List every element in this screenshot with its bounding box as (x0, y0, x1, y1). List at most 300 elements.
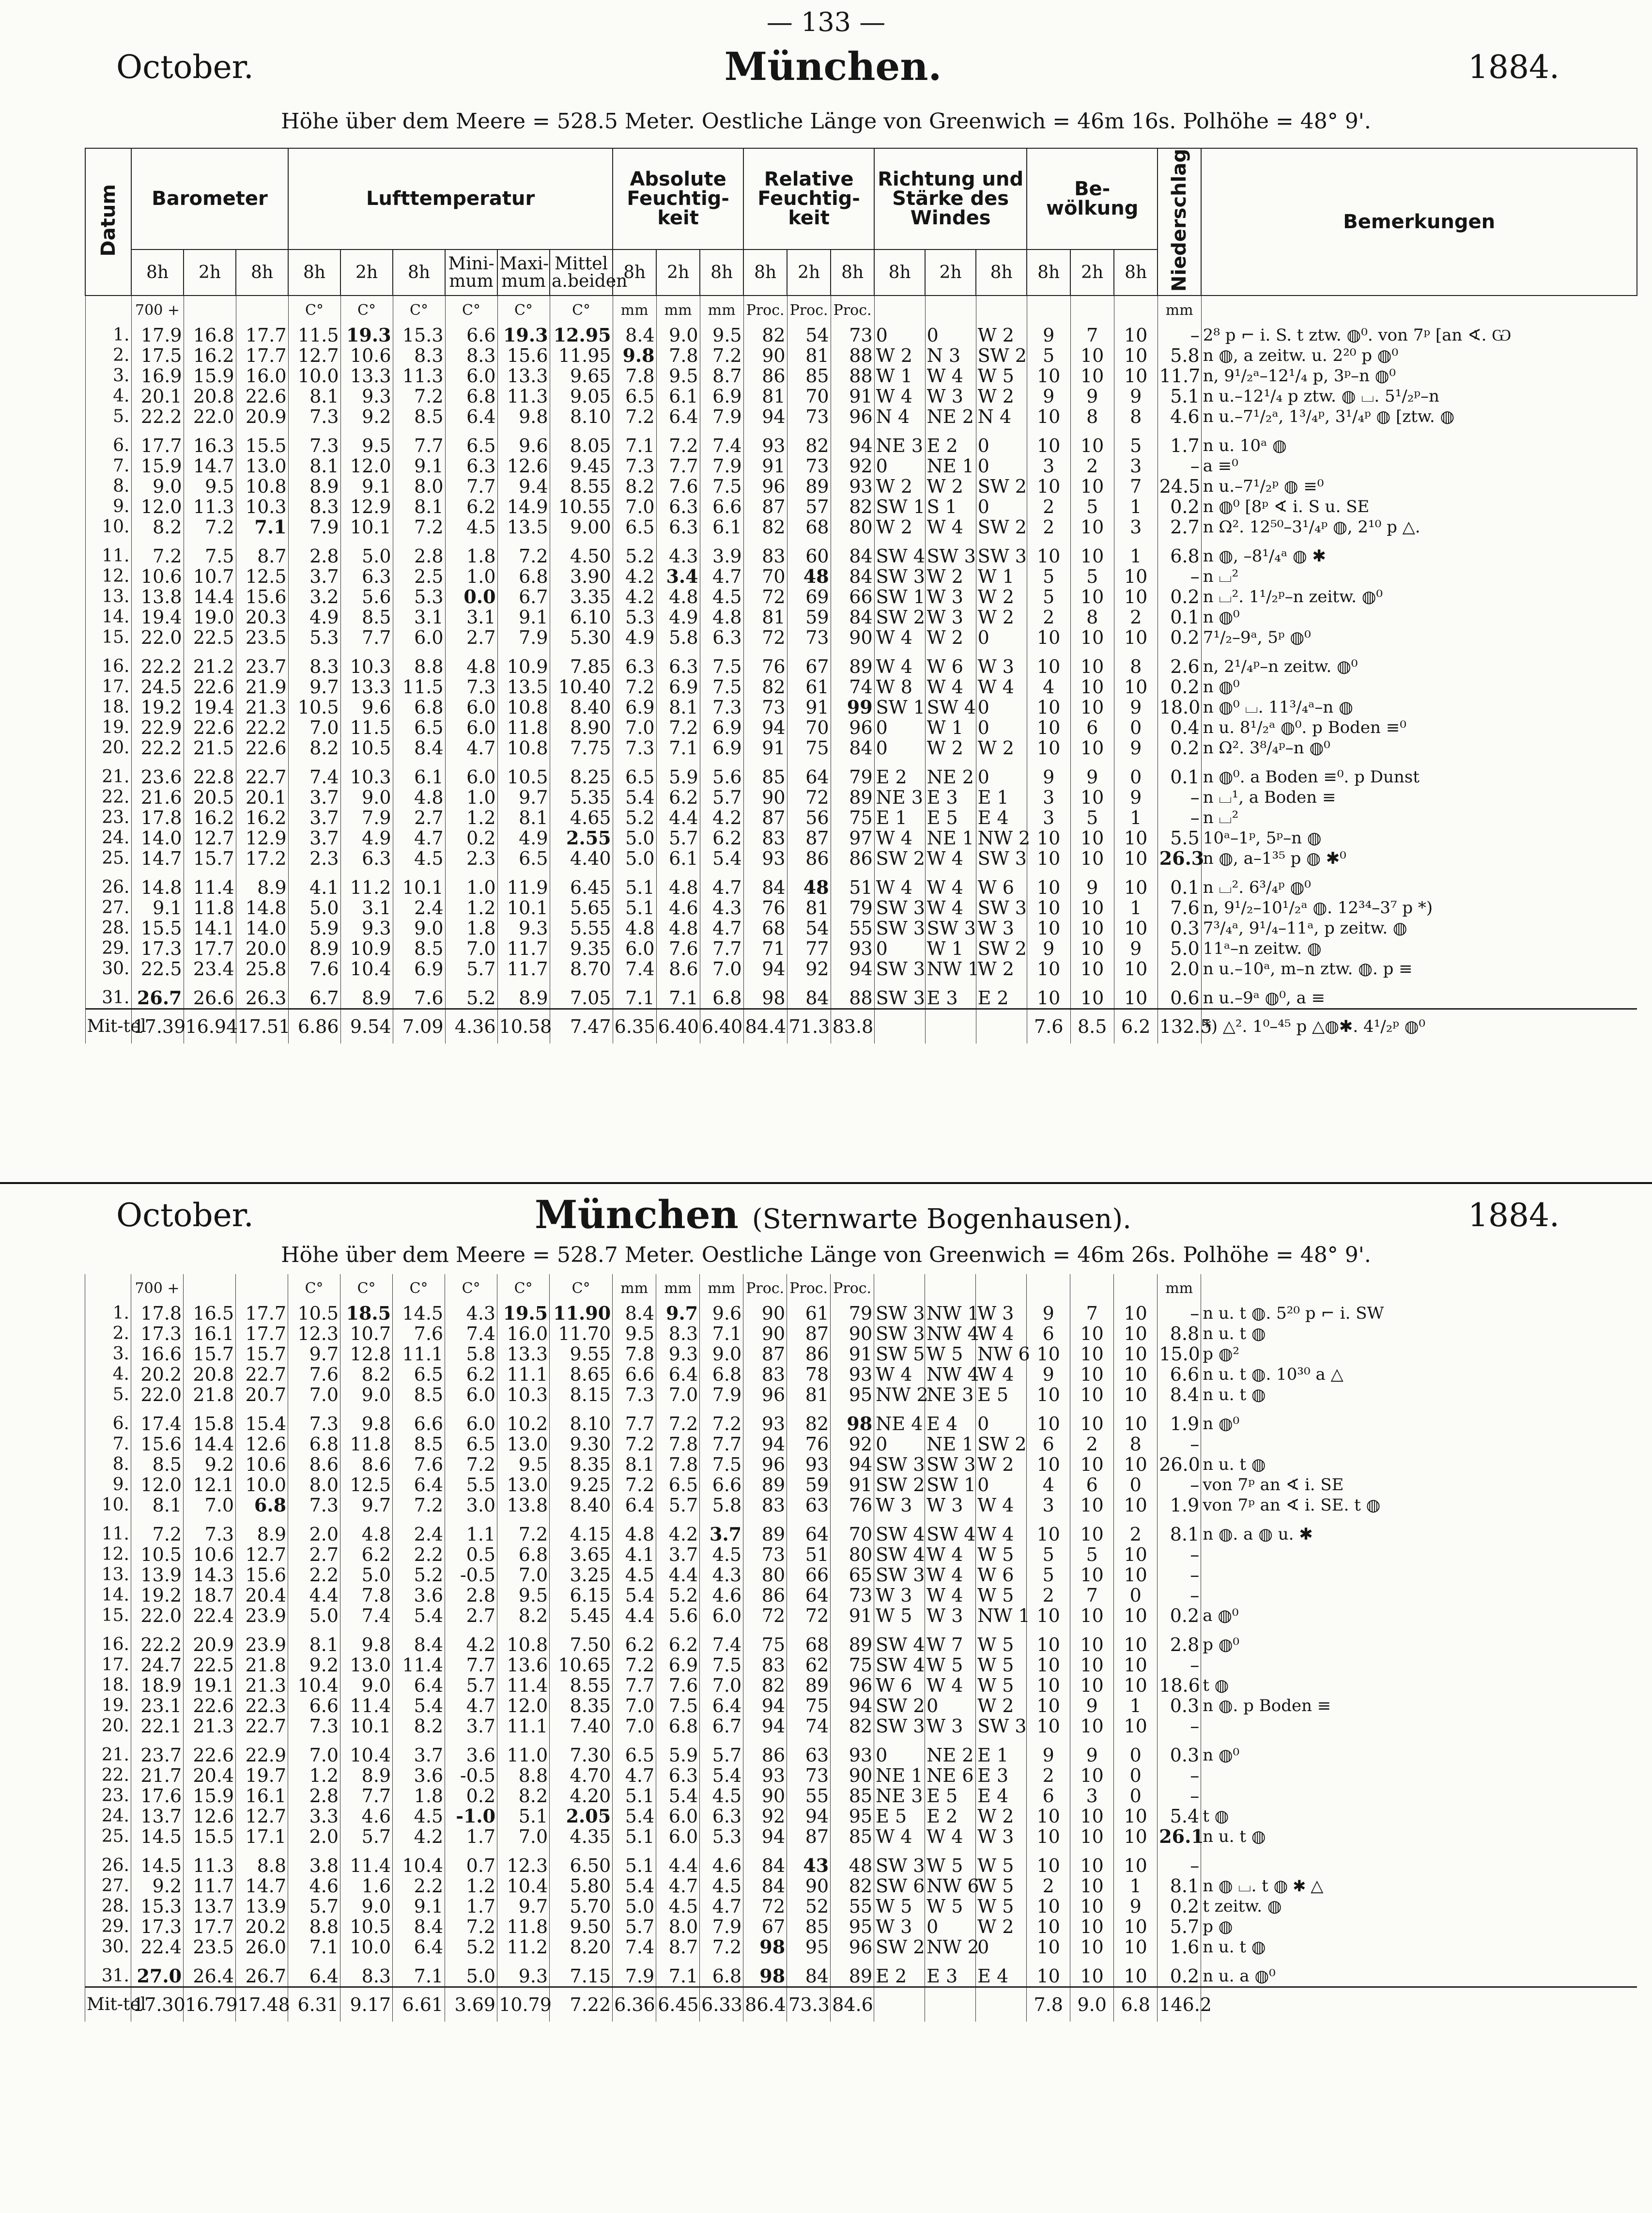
cell-col15: 79 (831, 758, 874, 787)
cell-col21: 10 (1114, 1405, 1158, 1434)
cell-col1: 8.1 (131, 1495, 184, 1515)
wind-header: Richtung und Stärke des Windes (874, 148, 1027, 249)
cell-col11: 7.8 (656, 1454, 700, 1475)
cell-col6: 6.6 (393, 1405, 445, 1434)
cell-col9: 5.65 (550, 898, 613, 918)
cell-col20: 10 (1070, 1896, 1114, 1917)
cell-col0: 25. (85, 848, 131, 869)
cell-col11: 7.2 (656, 1405, 700, 1434)
table-row (85, 677, 1637, 697)
cell-col19: 9 (1027, 1303, 1070, 1324)
cell-col20: 2 (1070, 456, 1114, 476)
cell-col6: 9.0 (393, 918, 445, 938)
cell-col22: 6.6 (1158, 1364, 1201, 1385)
cell-col11: 4.8 (656, 869, 700, 898)
cell-col17: S 1 (925, 497, 976, 517)
cell-col19: 9 (1027, 325, 1070, 345)
cell-col17: W 4 (925, 898, 976, 918)
cell-col10: 7.4 (613, 959, 656, 979)
cell-col6: 8.3 (393, 345, 445, 366)
cell-col7: 3.7 (445, 1716, 497, 1736)
cell-col0: 31. (85, 979, 131, 1009)
cell-col10: 6.9 (613, 697, 656, 717)
table-row (85, 828, 1637, 848)
cell-col3: 13.0 (236, 456, 288, 476)
cell-col9: 7.05 (550, 979, 613, 1009)
cell-col8: 9.4 (497, 476, 550, 497)
cell-col18: W 4 (976, 1324, 1027, 1344)
mean-col21: 6.2 (1114, 1009, 1158, 1044)
cell-col1: 15.6 (131, 1434, 184, 1454)
cell-col8: 11.9 (497, 869, 550, 898)
cell-col5: 9.0 (340, 1385, 393, 1405)
cell-col11: 5.2 (656, 1585, 700, 1605)
cell-col1: 13.9 (131, 1565, 184, 1585)
cell-col11: 8.3 (656, 1324, 700, 1344)
cell-col19: 6 (1027, 1434, 1070, 1454)
cell-col14: 81 (787, 1385, 831, 1405)
cell-col15: 94 (831, 1696, 874, 1716)
cell-col6: 7.2 (393, 1495, 445, 1515)
cell-col13: 72 (743, 1605, 787, 1626)
cell-col18: SW 2 (976, 476, 1027, 497)
cell-col7: 6.4 (445, 406, 497, 427)
table-row (85, 1626, 1637, 1655)
unit-u_c: C° (288, 1274, 340, 1303)
cell-col12: 6.3 (700, 1806, 743, 1826)
cell-col23: n u. t ◍. 5²⁰ p ⌐ i. SW (1201, 1303, 1637, 1324)
cell-col16: NW 2 (874, 1385, 925, 1405)
cell-col11: 4.4 (656, 808, 700, 828)
cell-col23: n u. t ◍. 10³⁰ a △ (1201, 1364, 1637, 1385)
cell-col8: 10.8 (497, 697, 550, 717)
cell-col4: 4.6 (288, 1876, 340, 1896)
cell-col3: 20.7 (236, 1385, 288, 1405)
cell-col13: 70 (743, 566, 787, 587)
cell-col0: 5. (85, 406, 131, 427)
cell-col23: n Ω². 12⁵⁰–3¹/₄ᵖ ◍, 2¹⁰ p △. (1201, 517, 1637, 537)
station-meta: Höhe über dem Meere = 528.7 Meter. Oestliche Länge von Greenwich = 46m 26s. Polhöhe = 48° 9'. (281, 1243, 1371, 1267)
cell-col16: 0 (874, 1434, 925, 1454)
cell-col5: 18.5 (340, 1303, 393, 1324)
cell-col15: 91 (831, 386, 874, 406)
cell-col14: 93 (787, 1454, 831, 1475)
cell-col7: 1.8 (445, 918, 497, 938)
cell-col5: 4.6 (340, 1806, 393, 1826)
cell-col11: 9.7 (656, 1303, 700, 1324)
cell-col18: E 4 (976, 808, 1027, 828)
cell-col6: 5.2 (393, 1565, 445, 1585)
cell-col9: 5.35 (550, 787, 613, 808)
cell-col12: 6.8 (700, 1957, 743, 1987)
cell-col2: 10.6 (184, 1544, 236, 1565)
unit-empty (976, 1274, 1027, 1303)
cell-col23: n ◍⁰ (1201, 1405, 1637, 1434)
cell-col18: SW 2 (976, 517, 1027, 537)
cell-col3: 21.8 (236, 1655, 288, 1675)
cell-col23: n ◍. a ◍ u. ✱ (1201, 1515, 1637, 1544)
cell-col5: 5.0 (340, 1565, 393, 1585)
cell-col0: 9. (85, 497, 131, 517)
cell-col1: 14.5 (131, 1826, 184, 1847)
cell-col2: 7.5 (184, 537, 236, 566)
cell-col1: 16.9 (131, 366, 184, 386)
cell-col10: 5.0 (613, 828, 656, 848)
cell-col10: 7.0 (613, 497, 656, 517)
cell-col17: NW 1 (925, 1303, 976, 1324)
table-row (85, 386, 1637, 406)
cell-col20: 5 (1070, 497, 1114, 517)
cell-col7: 6.0 (445, 717, 497, 738)
cell-col18: 0 (976, 497, 1027, 517)
cell-col17: W 4 (925, 1565, 976, 1585)
cell-col1: 22.2 (131, 648, 184, 677)
cell-col8: 19.3 (497, 325, 550, 345)
cell-col2: 15.5 (184, 1826, 236, 1847)
cell-col14: 85 (787, 1917, 831, 1937)
cell-col13: 94 (743, 959, 787, 979)
cell-col11: 5.6 (656, 1605, 700, 1626)
cell-col22: – (1158, 808, 1201, 828)
unit-u_c: C° (288, 296, 340, 325)
cell-col17: W 1 (925, 938, 976, 959)
cell-col11: 7.1 (656, 738, 700, 758)
cell-col6: 11.4 (393, 1655, 445, 1675)
cell-col0: 25. (85, 1826, 131, 1847)
mean-col10: 6.35 (613, 1009, 656, 1044)
cell-col12: 6.1 (700, 517, 743, 537)
cell-col11: 5.7 (656, 828, 700, 848)
unit-u_baro: 700 + (131, 1274, 184, 1303)
cell-col20: 10 (1070, 1344, 1114, 1364)
unit-u_mm: mm (700, 296, 743, 325)
mean-col10: 6.36 (613, 1987, 656, 2022)
cell-col7: 7.2 (445, 1917, 497, 1937)
cell-col6: 1.8 (393, 1786, 445, 1806)
cell-col0: 14. (85, 607, 131, 627)
cell-col8: 9.3 (497, 918, 550, 938)
cell-col5: 7.7 (340, 1786, 393, 1806)
cell-col4: 4.9 (288, 607, 340, 627)
cell-col19: 2 (1027, 497, 1070, 517)
cell-col21: 10 (1114, 1303, 1158, 1324)
cell-col0: 20. (85, 1716, 131, 1736)
cell-col5: 9.1 (340, 476, 393, 497)
cell-col9: 8.55 (550, 476, 613, 497)
cell-col15: 82 (831, 497, 874, 517)
cell-col1: 17.7 (131, 427, 184, 456)
cell-col10: 6.4 (613, 1495, 656, 1515)
cell-col11: 5.8 (656, 627, 700, 648)
cell-col3: 22.7 (236, 758, 288, 787)
cell-col10: 8.4 (613, 325, 656, 345)
cell-col5: 13.3 (340, 366, 393, 386)
cell-col17: W 4 (925, 366, 976, 386)
cell-col4: 4.1 (288, 869, 340, 898)
cell-col4: 11.5 (288, 325, 340, 345)
cell-col7: 1.2 (445, 1876, 497, 1896)
cell-col4: 3.7 (288, 787, 340, 808)
cell-col14: 95 (787, 1937, 831, 1957)
cell-col6: 7.6 (393, 1454, 445, 1475)
cell-col17: W 4 (925, 1585, 976, 1605)
table-row (85, 648, 1637, 677)
cell-col23 (1201, 1434, 1637, 1454)
cell-col2: 15.7 (184, 848, 236, 869)
cell-col17: W 4 (925, 677, 976, 697)
cell-col13: 85 (743, 758, 787, 787)
cell-col11: 7.1 (656, 979, 700, 1009)
cell-col18: W 4 (976, 1515, 1027, 1544)
cell-col17: NE 2 (925, 406, 976, 427)
mean-col19: 7.8 (1027, 1987, 1070, 2022)
cell-col11: 4.5 (656, 1896, 700, 1917)
section-1-header (87, 44, 1579, 97)
cell-col18: N 4 (976, 406, 1027, 427)
cell-col6: 6.0 (393, 627, 445, 648)
cell-col22: 0.1 (1158, 607, 1201, 627)
cell-col15: 66 (831, 587, 874, 607)
cell-col20: 10 (1070, 738, 1114, 758)
cell-col8: 13.6 (497, 1655, 550, 1675)
cell-col17: N 3 (925, 345, 976, 366)
cell-col18: W 2 (976, 959, 1027, 979)
cell-col18: E 4 (976, 1957, 1027, 1987)
cell-col22: 26.0 (1158, 1454, 1201, 1475)
cell-col21: 2 (1114, 1515, 1158, 1544)
cell-col21: 7 (1114, 476, 1158, 497)
cell-col21: 10 (1114, 869, 1158, 898)
cell-col16: W 2 (874, 345, 925, 366)
cell-col16: W 5 (874, 1896, 925, 1917)
cell-col14: 86 (787, 848, 831, 869)
cell-col4: 8.6 (288, 1454, 340, 1475)
cell-col14: 73 (787, 627, 831, 648)
cell-col14: 89 (787, 476, 831, 497)
table-row (85, 938, 1637, 959)
cell-col18: W 5 (976, 1585, 1027, 1605)
mean-col20: 8.5 (1070, 1009, 1114, 1044)
cell-col4: 3.8 (288, 1847, 340, 1876)
cell-col8: 9.1 (497, 607, 550, 627)
cell-col12: 7.4 (700, 1626, 743, 1655)
cell-col18: NW 1 (976, 1605, 1027, 1626)
cell-col1: 22.0 (131, 1385, 184, 1405)
unit-u_proc: Proc. (831, 1274, 874, 1303)
cell-col5: 9.8 (340, 1405, 393, 1434)
cell-col21: 0 (1114, 1736, 1158, 1765)
cell-col3: 15.6 (236, 1565, 288, 1585)
cell-col15: 88 (831, 366, 874, 386)
cell-col8: 10.8 (497, 1626, 550, 1655)
cell-col0: 11. (85, 1515, 131, 1544)
cell-col16: SW 4 (874, 1655, 925, 1675)
cell-col11: 4.4 (656, 1847, 700, 1876)
cell-col17: W 3 (925, 386, 976, 406)
cell-col14: 92 (787, 959, 831, 979)
cell-col17: NW 4 (925, 1324, 976, 1344)
cell-col23: n, 9¹/₂–10¹/₂ᵃ ◍. 12³⁴–3⁷ p *) (1201, 898, 1637, 918)
cell-col7: 1.8 (445, 537, 497, 566)
cell-col1: 15.5 (131, 918, 184, 938)
cell-col19: 10 (1027, 918, 1070, 938)
cell-col20: 10 (1070, 1957, 1114, 1987)
cell-col20: 10 (1070, 1917, 1114, 1937)
cell-col23 (1201, 1585, 1637, 1605)
cell-col7: 6.0 (445, 366, 497, 386)
cell-col5: 8.5 (340, 607, 393, 627)
cell-col14: 63 (787, 1495, 831, 1515)
cell-col15: 75 (831, 1655, 874, 1675)
cell-col2: 16.3 (184, 427, 236, 456)
cell-col14: 51 (787, 1544, 831, 1565)
cell-col6: 8.5 (393, 406, 445, 427)
cell-col13: 94 (743, 717, 787, 738)
cell-col1: 17.3 (131, 1917, 184, 1937)
cell-col19: 4 (1027, 677, 1070, 697)
cell-col7: 2.3 (445, 848, 497, 869)
cell-col10: 5.0 (613, 1896, 656, 1917)
cell-col17: W 3 (925, 1495, 976, 1515)
cell-col7: 5.7 (445, 1675, 497, 1696)
cell-col9: 4.35 (550, 1826, 613, 1847)
cell-col5: 9.0 (340, 1675, 393, 1696)
cell-col16: SW 1 (874, 497, 925, 517)
cell-col21: 0 (1114, 1765, 1158, 1786)
cell-col6: 4.5 (393, 848, 445, 869)
cell-col13: 83 (743, 828, 787, 848)
cell-col3: 8.9 (236, 869, 288, 898)
cell-col19: 10 (1027, 1937, 1070, 1957)
cell-col3: 26.0 (236, 1937, 288, 1957)
cell-col16: SW 3 (874, 1847, 925, 1876)
cell-col6: 2.4 (393, 898, 445, 918)
cell-col6: 5.3 (393, 587, 445, 607)
cell-col13: 94 (743, 406, 787, 427)
cell-col15: 92 (831, 1434, 874, 1454)
cell-col8: 13.3 (497, 366, 550, 386)
cell-col0: 23. (85, 808, 131, 828)
cell-col23 (1201, 1565, 1637, 1585)
cell-col1: 23.6 (131, 758, 184, 787)
cell-col14: 84 (787, 1957, 831, 1987)
cell-col20: 8 (1070, 406, 1114, 427)
cell-col17: W 3 (925, 607, 976, 627)
cell-col4: 10.5 (288, 697, 340, 717)
cell-col9: 9.05 (550, 386, 613, 406)
cell-col2: 22.4 (184, 1605, 236, 1626)
cell-col3: 15.4 (236, 1405, 288, 1434)
cell-col20: 10 (1070, 959, 1114, 979)
cell-col13: 83 (743, 1495, 787, 1515)
cell-col5: 9.7 (340, 1495, 393, 1515)
cell-col5: 9.5 (340, 427, 393, 456)
cell-col1: 26.7 (131, 979, 184, 1009)
cell-col13: 87 (743, 497, 787, 517)
cell-col6: 3.6 (393, 1765, 445, 1786)
cell-col2: 22.6 (184, 1736, 236, 1765)
cell-col23: n ◍ ⌴. t ◍ ✱ △ (1201, 1876, 1637, 1896)
cell-col22: – (1158, 1475, 1201, 1495)
cell-col19: 10 (1027, 1806, 1070, 1826)
station-title: München. (724, 44, 942, 89)
cell-col11: 4.7 (656, 1876, 700, 1896)
cell-col6: 2.4 (393, 1515, 445, 1544)
cell-col8: 10.3 (497, 1385, 550, 1405)
cell-col3: 10.3 (236, 497, 288, 517)
cell-col9: 9.55 (550, 1344, 613, 1364)
cell-col1: 14.0 (131, 828, 184, 848)
cell-col0: 30. (85, 959, 131, 979)
cell-col22: – (1158, 456, 1201, 476)
cell-col21: 10 (1114, 1605, 1158, 1626)
cell-col7: 1.1 (445, 1515, 497, 1544)
cell-col18: W 4 (976, 677, 1027, 697)
cell-col8: 13.5 (497, 517, 550, 537)
cell-col12: 4.5 (700, 1544, 743, 1565)
cell-col21: 10 (1114, 918, 1158, 938)
cell-col12: 4.5 (700, 1876, 743, 1896)
cell-col14: 74 (787, 1716, 831, 1736)
cell-col18: 0 (976, 1405, 1027, 1434)
cell-col0: 10. (85, 1495, 131, 1515)
cell-col11: 7.2 (656, 427, 700, 456)
cell-col20: 10 (1070, 1847, 1114, 1876)
unit-u_nied: mm (1158, 296, 1201, 325)
cell-col11: 3.4 (656, 566, 700, 587)
cell-col0: 22. (85, 787, 131, 808)
table-row (85, 497, 1637, 517)
cell-col4: 9.2 (288, 1655, 340, 1675)
cell-col17: W 3 (925, 587, 976, 607)
cell-col11: 8.0 (656, 1917, 700, 1937)
cell-col4: 10.0 (288, 366, 340, 386)
cell-col21: 1 (1114, 1876, 1158, 1896)
cell-col17: E 4 (925, 1405, 976, 1434)
cell-col12: 7.4 (700, 427, 743, 456)
cell-col2: 12.6 (184, 1806, 236, 1826)
cell-col10: 6.0 (613, 938, 656, 959)
cell-col9: 8.25 (550, 758, 613, 787)
mean-col3: 17.48 (236, 1987, 288, 2022)
cell-col5: 9.0 (340, 1896, 393, 1917)
mean-col8: 10.58 (497, 1009, 550, 1044)
cell-col6: 9.1 (393, 1896, 445, 1917)
cell-col3: 26.7 (236, 1957, 288, 1987)
cell-col11: 7.7 (656, 456, 700, 476)
cell-col6: 4.7 (393, 828, 445, 848)
cell-col12: 7.2 (700, 1405, 743, 1434)
cell-col5: 12.0 (340, 456, 393, 476)
cell-col12: 4.8 (700, 607, 743, 627)
mean-col20: 9.0 (1070, 1987, 1114, 2022)
cell-col23: n ◍, –8¹/₄ᵃ ◍ ✱ (1201, 537, 1637, 566)
cell-col13: 87 (743, 1344, 787, 1364)
cell-col23 (1201, 1765, 1637, 1786)
table-row (85, 1344, 1637, 1364)
cell-col0: 10. (85, 517, 131, 537)
cell-col5: 10.5 (340, 1917, 393, 1937)
cell-col6: 6.5 (393, 717, 445, 738)
cell-col19: 2 (1027, 1876, 1070, 1896)
cell-col8: 9.5 (497, 1585, 550, 1605)
cell-col0: 16. (85, 648, 131, 677)
cell-col18: 0 (976, 456, 1027, 476)
cell-col9: 6.50 (550, 1847, 613, 1876)
cell-col19: 3 (1027, 1495, 1070, 1515)
cell-col23 (1201, 1655, 1637, 1675)
cell-col22: 0.3 (1158, 1736, 1201, 1765)
